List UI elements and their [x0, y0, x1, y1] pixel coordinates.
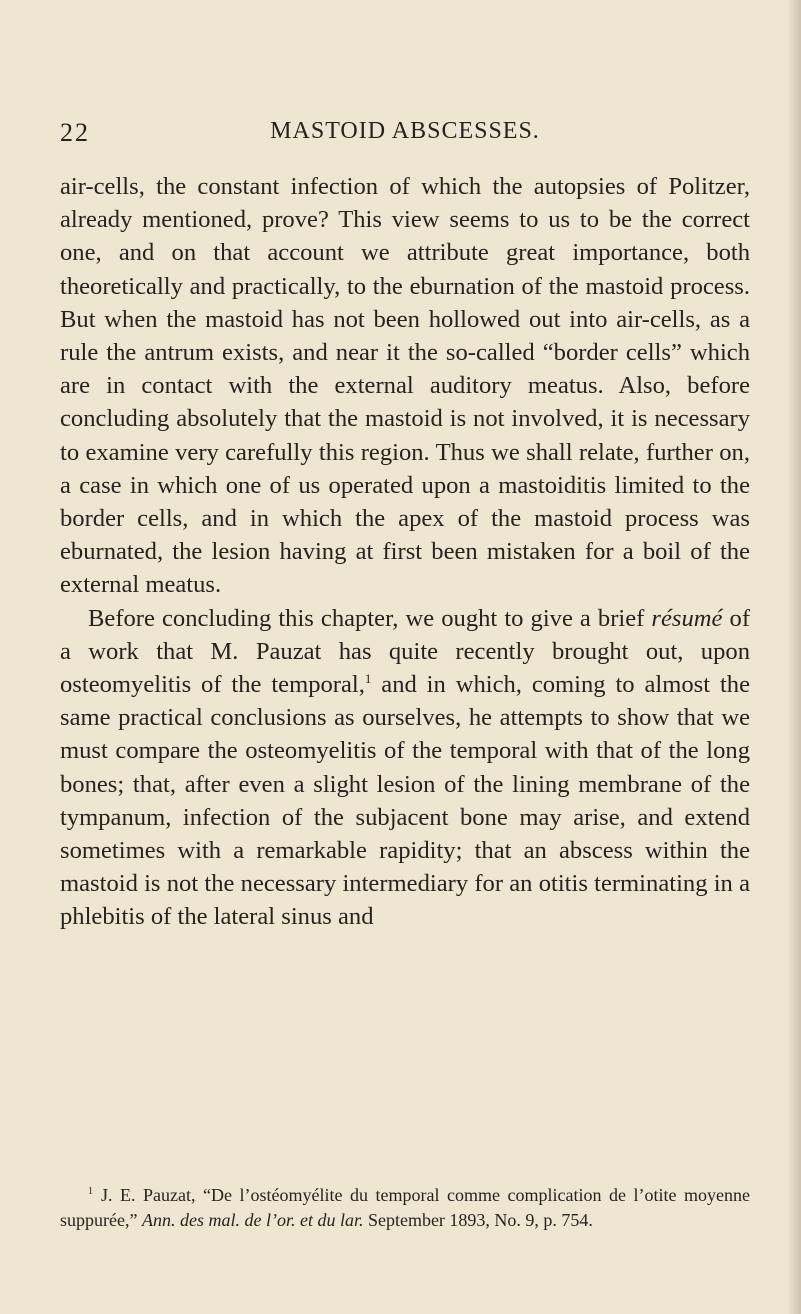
running-head: MASTOID ABSCESSES.: [270, 118, 540, 144]
page-number: 22: [60, 118, 90, 147]
paragraph-2-text-b: of a work that M. Pauzat has quite recently brought out, upon osteomyelitis of the temporal,: [60, 604, 751, 699]
paragraph-2-text-a: Before concluding this chapter, we ought to give a brief: [88, 604, 652, 632]
paragraph-1: air-cells, the constant infection of which the autopsies of Politzer, already mentioned, prove? This view seems to us to be the correct one, and on that account we attribute great importance, both theoretically and practically, to the eburnation of the mastoid process. But when the mastoid has not been hollowed out into air-cells, as a rule the antrum exists, and near it the so-called “border cells” which are in contact with the external auditory meatus. Also, before concluding absolutely that the mastoid is not involved, it is necessary to examine very carefully this region. Thus we shall relate, further on, a case in which one of us operated upon a mastoiditis limited to the border cells, and in which the apex of the mastoid process was eburnated, the lesion having at first been mistaken for a boil of the external meatus.: [60, 173, 750, 599]
footnote-journal: Ann. des mal. de l’or. et du lar.: [141, 1209, 364, 1230]
footnote-mark: 1: [88, 1186, 93, 1197]
footnote-text-a: J. E. Pauzat, “De l’ostéomyélite du temporal comme complication de l’otite moyenne suppurée,”: [60, 1185, 750, 1230]
footnote-text-b: September 1893, No. 9, p. 754.: [363, 1209, 593, 1230]
body-text: [60, 170, 750, 934]
italic-resume: résumé: [651, 604, 723, 632]
page-edge-shadow: [787, 0, 801, 1314]
paragraph-2: [60, 602, 750, 934]
footnote: [60, 1183, 750, 1232]
page-header: [60, 118, 750, 158]
footnote-reference[interactable]: 1: [364, 670, 372, 686]
paragraph-2-text-c: and in which, coming to almost the same practical conclusions as ourselves, he attempts to show that we must compare the osteomyelitis of the temporal with that of the long bones; that, after even a slight lesion of the lining membrane of the tympanum, infection of the subjacent bone may arise, and extend sometimes with a remarkable rapidity; that an abscess within the mastoid is not the necessary intermediary for an otitis terminating in a phlebitis of the lateral sinus and: [60, 671, 750, 931]
